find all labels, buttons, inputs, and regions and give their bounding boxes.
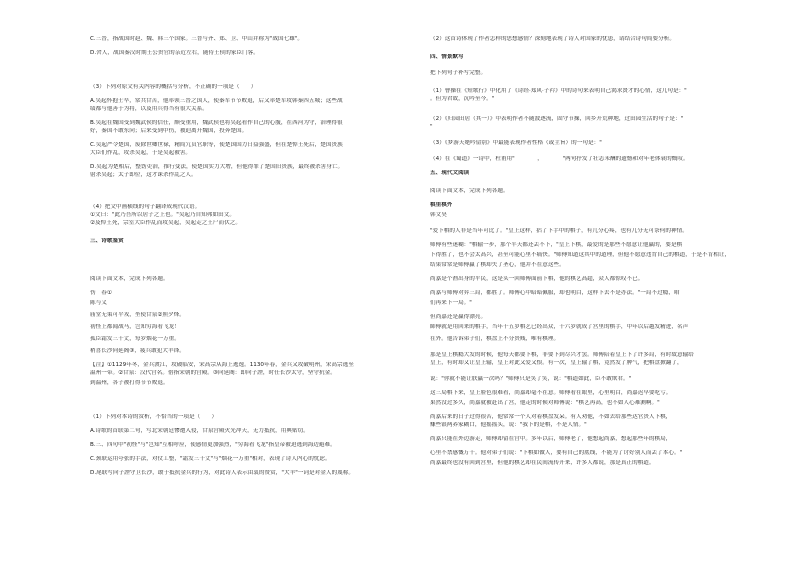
right-column-line: 这三局棋下来，皇上脸色很难看，尚嘉却毫不在意。师傅看在眼里，心里明白，尚嘉迟早要吃亏。 <box>430 390 672 396</box>
left-column-line: 绩都与他善于为将，以及用兵得当有很大关系。 <box>90 106 208 112</box>
left-column-line: D.舍人，战国秦汉时期王公贵官的亲近左右，随侍王侯的家臣门客。 <box>90 50 259 56</box>
right-column-line: 说："你就不能让朕赢一次吗？"师傅只是笑了笑，说："棋道如此，臣不敢欺君。" <box>430 376 632 382</box>
left-column-line: （4）把文中画横线的句子翻译成现代汉语。 <box>90 204 201 210</box>
left-column-line: 好，秦国不敢东向；后来受到中伤，被迫离开魏国，投奔楚国。 <box>90 128 248 134</box>
left-column-line: D.尾联写向子諲守卫长沙，敢于抵抗金兵的行为，对此诗人表示由衷的赞赏，"犬羊"一词是对金人的蔑称。 <box>90 470 354 476</box>
right-column-line: （2）这首诗体现了作者怎样的思想感情？深刻地表现了诗人对国家的忧患，请结合诗句简要分析。 <box>430 36 675 42</box>
left-column-line: C.颈联运用夸张的手法，对仗工整，"霜发三千丈"与"烟花一万重"相对，表现了诗人内心的忧虑。 <box>90 456 331 462</box>
right-column-line: 尚嘉是个渔出身的平民，这是头一回师傅面前下棋，他的棋艺高超，众人都惊叹不已。 <box>430 276 644 282</box>
left-column-line: 孤臣霜发三千丈，每岁烟花一万重。 <box>90 336 180 342</box>
right-column-line: （2）《归园田居（其一）》中表明作者不随波逐流，固守节操，回乡开荒种地，过田园生活的句子是：" <box>430 116 684 122</box>
right-column-line: 棋里棋外 <box>430 202 453 208</box>
left-column-line: 庙堂无策可平戎，坐使甘泉②照夕烽。 <box>90 312 185 318</box>
right-column-line: 那是皇上棋瘾大发的时候，他每天都要下棋，非要下到尽兴才罢。师傅陪着皇上下了许多局，有时故意输给 <box>430 352 694 358</box>
left-column-line: B.吴起在魏国受到魏武侯的信任，颇受重用，魏武侯也将吴起看作自己的心腹，在西河为守，治理得很 <box>90 120 343 126</box>
right-column-line: 把下列句子补写完整。 <box>430 70 487 76</box>
right-column-line: 结果常常是师傅赢了棋却失了圣心，他并不在意这些。 <box>430 262 565 268</box>
left-column-line: ①文曰："此乃吾所以居子之上也。"吴起乃自知弗如田文。 <box>90 212 235 218</box>
right-column-line: 心里不禁感慨万千。他对弟子们说："下棋如做人，要有自己的底线，不能为了讨好别人而丢了本心。" <box>430 450 683 456</box>
left-column-line: 陈与义 <box>90 300 107 306</box>
left-column-line: C.吴起严令楚国，废除世卿世禄，精简冗员官职等，使楚国国力日益强盛，但在楚悼王死后，楚国贵族 <box>90 142 343 148</box>
right-column-line: 尚嘉只能在外边游走，师傅却留在宫中。多年以后，师傅老了，他想起尚嘉，想起那些年的棋局， <box>430 436 672 442</box>
right-column-line: 下得胜了，也不会太高兴，甚至可能心里不痛快。"师傅知道这其中的道理，但他不愿意违背自己的棋道，于是不肯相让， <box>430 252 731 258</box>
right-column-line: 们再来下一局。" <box>430 300 472 306</box>
right-column-line: 尚嘉与师傅对弈三局，都胜了。师傅心中暗暗佩服，却也明白，这样下去不是办法。"一局不过瘾，咱 <box>430 290 680 296</box>
left-column-line: 【注】①1129年冬，金兵渡江，攻破临安，宋高宗从海上逃逸。1130年春，金兵又攻破明州，宋高宗逃至 <box>90 362 354 368</box>
right-column-line: （1）曹操在《短歌行》中化用了《诗经·郑风·子衿》中的诗句来表明自己渴求贤才的心情，这几句是：" <box>430 88 687 94</box>
left-column-line: 到温州，各子被打得节节败退。 <box>90 380 169 386</box>
right-column-line: 韩文昊 <box>430 212 447 218</box>
right-column-line: 。但为君故，沉吟至今。" <box>430 96 495 102</box>
right-column-line: 尚嘉最终也没有回到宫里，但他的棋艺却在民间流传开来，许多人都说，那是真正的棋道。 <box>430 460 655 466</box>
right-column-line: 五、现代文阅读 <box>430 170 470 176</box>
right-column-line: 四、情景默写 <box>430 54 464 60</box>
left-column-line: B.三、四句中"初怪"与"岂知"互相呼应，使感情更加强烈，"穷海看飞龙"指皇帝被迫逃到海边避难。 <box>90 442 336 448</box>
left-column-line: 初怪上都闻战马，岂知穷海看飞龙！ <box>90 324 180 330</box>
right-column-line: 在外。他告诉弟子们，棋盘上不分贵贱，唯有棋理。 <box>430 336 560 342</box>
right-column-line: "爱下棋的人非是当年可比了。"皇上这样，拈了下手中的棋子，有几分心疼，也有几分无可奈何的神情。 <box>430 228 688 234</box>
left-column-line: 阅读下面文本，完成下列各题。 <box>90 276 169 282</box>
left-column-line: 温州一带。②甘泉：汉代宫名。借指宋朝的宫殿。③向延阁：即向子諲，时任长沙太守，坚守抗金。 <box>90 370 336 376</box>
left-column-line: ②及悼王死，宗室大臣作乱而攻吴起，吴起走之王尸而伏之。 <box>90 220 241 226</box>
left-column-line: 大臣们作乱，攻杀吴起，于是吴起被害。 <box>90 150 192 156</box>
right-column-line: 師傅就是用回来的棋手，当年十五岁棋艺已经出众，十六岁就成了宫里的棋手，中年以后越发精进，名声 <box>430 324 689 330</box>
right-column-line: " <box>430 124 433 130</box>
left-column-line: （3）下列对原文有关内容的概括与分析，不正确的一项是（ ） <box>90 84 257 90</box>
left-column-line: 稍喜长沙向延阁③，疲兵敢犯犬羊锋。 <box>90 348 185 354</box>
right-column-line: （4）在《蜀道》一诗中，杜甫用" ， "两句抒发了壮志未酬的遗憾和对年老体衰的慨叹。 <box>430 156 689 162</box>
left-column-line: C.三晋，指战国时赵、魏、韩三个国家。三晋与齐、郑、卫、中山并称为"战国七雄"。 <box>90 36 304 42</box>
right-column-line: 赚些银两养家糊口，他摇摇头，说："我下的是棋，不是人情。" <box>430 422 587 428</box>
left-column-line: 射杀吴起；太子即位，这才诛杀作乱之人。 <box>90 172 197 178</box>
left-column-line: A.诗歌的首联第二句，写北宋朝廷惨遭入侵，甘泉宫殿火光冲天，无力抵抗，用典贴切。 <box>90 428 309 434</box>
right-column-line: （3）《梦游天姥吟留别》中最能表现作者性格（或主旨）的一句是：" <box>430 140 602 146</box>
right-column-line: 尚嘉后来的日子过得很苦，他常常一个人对着棋盘发呆。有人劝他，不如去给那些达官贵人下棋， <box>430 414 672 420</box>
left-column-line: D.吴起为楚相后，整饬吏治，推行变法，使楚国实力大增，但他得罪了楚国旧贵族，最终被杀害身亡。 <box>90 164 344 170</box>
left-column-line: 伤 春① <box>90 290 112 296</box>
left-column-line: A.吴起怀抱士卒，常共甘苦，他率领三晋之国人，使秦军节节败退，后又率楚军攻韩秦四五城；这些战 <box>90 98 343 104</box>
left-column-line: （1）下列对本诗的赏析，不恰当的一项是（ ） <box>90 414 218 420</box>
right-column-line: 果然没过多久，尚嘉就被赶出了宫，他走的时候对师傅说："棋艺再高，也不如人心难测啊。" <box>430 400 660 406</box>
right-column-line: 阅读下面文本，完成下列各题。 <box>430 188 509 194</box>
right-column-line: 皇上，有时却又让皇上输，皇上对此又爱又恨。有一次，皇上输了棋，竟然发了脾气，把棋盘掀翻了， <box>430 360 683 366</box>
right-column-line: 师傅有些迷糊："棋输一步，那个半天都还丢不下，"皇上下棋，最爱的是那些不愿意让他赢的，要是棋 <box>430 242 683 248</box>
right-column-line: 但尚嘉还是赢得漂亮。 <box>430 314 487 320</box>
left-column-line: 三、诗歌鉴赏 <box>90 238 124 244</box>
